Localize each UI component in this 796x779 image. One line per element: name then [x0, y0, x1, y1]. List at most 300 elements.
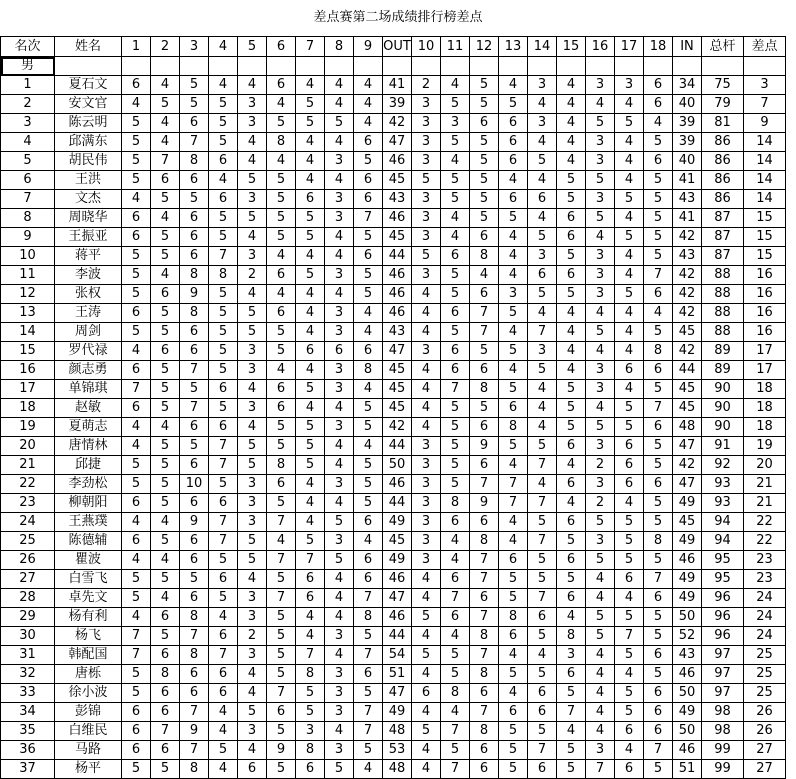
score-cell[interactable]: 6 [470, 513, 499, 532]
score-cell[interactable]: 88 [702, 285, 744, 304]
rank-cell[interactable]: 25 [1, 532, 55, 551]
player-name-cell[interactable]: 王涛 [55, 304, 122, 323]
score-cell[interactable]: 4 [615, 494, 644, 513]
score-cell[interactable]: 23 [744, 570, 786, 589]
score-cell[interactable]: 4 [499, 228, 528, 247]
score-cell[interactable]: 5 [267, 228, 296, 247]
score-cell[interactable]: 47 [383, 133, 412, 152]
score-cell[interactable]: 53 [383, 741, 412, 760]
score-cell[interactable]: 5 [470, 399, 499, 418]
score-cell[interactable]: 4 [325, 399, 354, 418]
score-cell[interactable]: 6 [615, 437, 644, 456]
score-cell[interactable]: 5 [325, 551, 354, 570]
score-cell[interactable]: 7 [122, 646, 151, 665]
score-cell[interactable]: 4 [557, 76, 586, 95]
score-cell[interactable]: 5 [615, 190, 644, 209]
empty-cell[interactable] [499, 57, 528, 76]
score-cell[interactable]: 5 [557, 760, 586, 779]
score-cell[interactable]: 4 [354, 380, 383, 399]
score-cell[interactable]: 7 [354, 589, 383, 608]
player-name-cell[interactable]: 陈德辅 [55, 532, 122, 551]
score-cell[interactable]: 39 [673, 133, 702, 152]
score-cell[interactable]: 6 [470, 418, 499, 437]
score-cell[interactable]: 4 [122, 190, 151, 209]
score-cell[interactable]: 4 [412, 760, 441, 779]
score-cell[interactable]: 4 [586, 646, 615, 665]
score-cell[interactable]: 47 [383, 684, 412, 703]
score-cell[interactable]: 2 [238, 266, 267, 285]
score-cell[interactable]: 27 [744, 741, 786, 760]
score-cell[interactable]: 5 [354, 285, 383, 304]
score-cell[interactable]: 7 [644, 266, 673, 285]
score-cell[interactable]: 6 [180, 209, 209, 228]
score-cell[interactable]: 4 [499, 684, 528, 703]
player-name-cell[interactable]: 白维民 [55, 722, 122, 741]
score-cell[interactable]: 3 [586, 475, 615, 494]
score-cell[interactable]: 7 [441, 380, 470, 399]
rank-cell[interactable]: 37 [1, 760, 55, 779]
score-cell[interactable]: 86 [702, 190, 744, 209]
score-cell[interactable]: 4 [354, 760, 383, 779]
score-cell[interactable]: 6 [180, 684, 209, 703]
score-cell[interactable]: 7 [209, 513, 238, 532]
score-cell[interactable]: 45 [673, 399, 702, 418]
score-cell[interactable]: 98 [702, 703, 744, 722]
score-cell[interactable]: 5 [586, 418, 615, 437]
score-cell[interactable]: 5 [209, 95, 238, 114]
column-header[interactable]: 名次 [1, 37, 55, 57]
score-cell[interactable]: 4 [325, 646, 354, 665]
score-cell[interactable]: 4 [325, 722, 354, 741]
empty-cell[interactable] [122, 57, 151, 76]
score-cell[interactable]: 24 [744, 608, 786, 627]
score-cell[interactable]: 6 [209, 494, 238, 513]
score-cell[interactable]: 6 [557, 551, 586, 570]
score-cell[interactable]: 6 [354, 665, 383, 684]
score-cell[interactable]: 5 [209, 551, 238, 570]
score-cell[interactable]: 7 [470, 570, 499, 589]
score-cell[interactable]: 6 [296, 760, 325, 779]
score-cell[interactable]: 4 [354, 323, 383, 342]
score-cell[interactable]: 5 [441, 456, 470, 475]
score-cell[interactable]: 3 [412, 456, 441, 475]
score-cell[interactable]: 5 [586, 209, 615, 228]
score-cell[interactable]: 7 [267, 513, 296, 532]
score-cell[interactable]: 4 [499, 513, 528, 532]
score-cell[interactable]: 7 [122, 627, 151, 646]
player-name-cell[interactable]: 李波 [55, 266, 122, 285]
score-cell[interactable]: 6 [615, 760, 644, 779]
score-cell[interactable]: 42 [673, 228, 702, 247]
player-name-cell[interactable]: 夏石文 [55, 76, 122, 95]
score-cell[interactable]: 4 [586, 684, 615, 703]
score-cell[interactable]: 4 [238, 133, 267, 152]
score-cell[interactable]: 5 [644, 171, 673, 190]
score-cell[interactable]: 93 [702, 475, 744, 494]
score-cell[interactable]: 4 [412, 361, 441, 380]
score-cell[interactable]: 5 [644, 247, 673, 266]
score-cell[interactable]: 49 [673, 494, 702, 513]
score-cell[interactable]: 6 [470, 228, 499, 247]
score-cell[interactable]: 5 [151, 247, 180, 266]
score-cell[interactable]: 4 [528, 304, 557, 323]
score-cell[interactable]: 14 [744, 171, 786, 190]
rank-cell[interactable]: 23 [1, 494, 55, 513]
score-cell[interactable]: 45 [383, 171, 412, 190]
score-cell[interactable]: 3 [325, 152, 354, 171]
score-cell[interactable]: 8 [267, 456, 296, 475]
score-cell[interactable]: 7 [470, 646, 499, 665]
score-cell[interactable]: 5 [586, 323, 615, 342]
score-cell[interactable]: 8 [180, 304, 209, 323]
player-name-cell[interactable]: 夏萌志 [55, 418, 122, 437]
score-cell[interactable]: 5 [151, 190, 180, 209]
score-cell[interactable]: 5 [441, 133, 470, 152]
score-cell[interactable]: 4 [122, 513, 151, 532]
score-cell[interactable]: 45 [673, 380, 702, 399]
score-cell[interactable]: 7 [151, 722, 180, 741]
score-cell[interactable]: 4 [412, 703, 441, 722]
score-cell[interactable]: 6 [528, 760, 557, 779]
score-cell[interactable]: 6 [470, 285, 499, 304]
score-cell[interactable]: 3 [586, 361, 615, 380]
score-cell[interactable]: 97 [702, 665, 744, 684]
score-cell[interactable]: 3 [296, 722, 325, 741]
empty-cell[interactable] [55, 57, 122, 76]
score-cell[interactable]: 8 [470, 665, 499, 684]
player-name-cell[interactable]: 卓先文 [55, 589, 122, 608]
score-cell[interactable]: 5 [354, 475, 383, 494]
score-cell[interactable]: 4 [615, 342, 644, 361]
score-cell[interactable]: 46 [673, 551, 702, 570]
score-cell[interactable]: 5 [209, 475, 238, 494]
score-cell[interactable]: 6 [644, 361, 673, 380]
score-cell[interactable]: 5 [412, 608, 441, 627]
score-cell[interactable]: 4 [528, 95, 557, 114]
empty-cell[interactable] [470, 57, 499, 76]
score-cell[interactable]: 2 [412, 76, 441, 95]
score-cell[interactable]: 6 [644, 418, 673, 437]
score-cell[interactable]: 7 [499, 475, 528, 494]
score-cell[interactable]: 4 [528, 133, 557, 152]
score-cell[interactable]: 4 [441, 532, 470, 551]
score-cell[interactable]: 3 [586, 266, 615, 285]
score-cell[interactable]: 6 [644, 589, 673, 608]
score-cell[interactable]: 87 [702, 209, 744, 228]
score-cell[interactable]: 4 [470, 266, 499, 285]
score-cell[interactable]: 4 [296, 152, 325, 171]
score-cell[interactable]: 7 [528, 532, 557, 551]
score-cell[interactable]: 3 [412, 190, 441, 209]
score-cell[interactable]: 50 [673, 722, 702, 741]
score-cell[interactable]: 5 [470, 171, 499, 190]
score-cell[interactable]: 5 [615, 684, 644, 703]
score-cell[interactable]: 6 [644, 152, 673, 171]
score-cell[interactable]: 46 [673, 741, 702, 760]
score-cell[interactable]: 5 [470, 209, 499, 228]
score-cell[interactable]: 3 [325, 209, 354, 228]
score-cell[interactable]: 3 [325, 380, 354, 399]
score-cell[interactable]: 5 [122, 323, 151, 342]
score-cell[interactable]: 5 [615, 114, 644, 133]
rank-cell[interactable]: 5 [1, 152, 55, 171]
empty-cell[interactable] [557, 57, 586, 76]
score-cell[interactable]: 5 [151, 475, 180, 494]
score-cell[interactable]: 45 [383, 399, 412, 418]
score-cell[interactable]: 5 [499, 741, 528, 760]
empty-cell[interactable] [180, 57, 209, 76]
score-cell[interactable]: 4 [528, 475, 557, 494]
score-cell[interactable]: 7 [180, 703, 209, 722]
score-cell[interactable]: 8 [296, 665, 325, 684]
empty-cell[interactable] [586, 57, 615, 76]
score-cell[interactable]: 6 [528, 703, 557, 722]
score-cell[interactable]: 5 [354, 228, 383, 247]
rank-cell[interactable]: 30 [1, 627, 55, 646]
rank-cell[interactable]: 3 [1, 114, 55, 133]
score-cell[interactable]: 5 [644, 608, 673, 627]
score-cell[interactable]: 6 [499, 627, 528, 646]
score-cell[interactable]: 6 [209, 684, 238, 703]
score-cell[interactable]: 97 [702, 646, 744, 665]
score-cell[interactable]: 5 [267, 342, 296, 361]
score-cell[interactable]: 47 [673, 437, 702, 456]
score-cell[interactable]: 3 [238, 95, 267, 114]
score-cell[interactable]: 4 [122, 95, 151, 114]
score-cell[interactable]: 4 [238, 684, 267, 703]
score-cell[interactable]: 5 [644, 513, 673, 532]
score-cell[interactable]: 42 [673, 304, 702, 323]
column-header[interactable]: 10 [412, 37, 441, 57]
score-cell[interactable]: 8 [180, 646, 209, 665]
score-cell[interactable]: 5 [470, 190, 499, 209]
score-cell[interactable]: 4 [412, 665, 441, 684]
score-cell[interactable]: 4 [528, 380, 557, 399]
score-cell[interactable]: 5 [238, 551, 267, 570]
score-cell[interactable]: 4 [557, 133, 586, 152]
score-cell[interactable]: 6 [354, 190, 383, 209]
score-cell[interactable]: 5 [122, 456, 151, 475]
score-cell[interactable]: 4 [325, 494, 354, 513]
score-cell[interactable]: 5 [470, 133, 499, 152]
score-cell[interactable]: 5 [441, 95, 470, 114]
score-cell[interactable]: 9 [470, 494, 499, 513]
score-cell[interactable]: 4 [238, 418, 267, 437]
score-cell[interactable]: 8 [644, 532, 673, 551]
score-cell[interactable]: 5 [122, 684, 151, 703]
score-cell[interactable]: 4 [325, 247, 354, 266]
score-cell[interactable]: 4 [586, 570, 615, 589]
score-cell[interactable]: 3 [238, 114, 267, 133]
score-cell[interactable]: 5 [122, 247, 151, 266]
player-name-cell[interactable]: 文杰 [55, 190, 122, 209]
player-name-cell[interactable]: 杨有利 [55, 608, 122, 627]
score-cell[interactable]: 15 [744, 209, 786, 228]
score-cell[interactable]: 4 [325, 228, 354, 247]
score-cell[interactable]: 43 [383, 190, 412, 209]
score-cell[interactable]: 5 [122, 133, 151, 152]
score-cell[interactable]: 6 [180, 418, 209, 437]
score-cell[interactable]: 4 [441, 627, 470, 646]
score-cell[interactable]: 5 [528, 722, 557, 741]
score-cell[interactable]: 5 [267, 114, 296, 133]
rank-cell[interactable]: 21 [1, 456, 55, 475]
score-cell[interactable]: 5 [615, 513, 644, 532]
score-cell[interactable]: 3 [528, 76, 557, 95]
score-cell[interactable]: 25 [744, 665, 786, 684]
score-cell[interactable]: 91 [702, 437, 744, 456]
score-cell[interactable]: 6 [180, 589, 209, 608]
score-cell[interactable]: 6 [122, 304, 151, 323]
score-cell[interactable]: 6 [615, 361, 644, 380]
score-cell[interactable]: 5 [354, 494, 383, 513]
score-cell[interactable]: 25 [744, 646, 786, 665]
score-cell[interactable]: 3 [325, 684, 354, 703]
score-cell[interactable]: 3 [586, 532, 615, 551]
score-cell[interactable]: 3 [412, 342, 441, 361]
score-cell[interactable]: 4 [615, 589, 644, 608]
score-cell[interactable]: 44 [383, 627, 412, 646]
score-cell[interactable]: 96 [702, 608, 744, 627]
score-cell[interactable]: 21 [744, 475, 786, 494]
empty-cell[interactable] [209, 57, 238, 76]
score-cell[interactable]: 7 [180, 741, 209, 760]
score-cell[interactable]: 4 [325, 437, 354, 456]
empty-cell[interactable] [267, 57, 296, 76]
score-cell[interactable]: 49 [383, 551, 412, 570]
score-cell[interactable]: 5 [644, 380, 673, 399]
score-cell[interactable]: 6 [557, 589, 586, 608]
player-name-cell[interactable]: 邱捷 [55, 456, 122, 475]
score-cell[interactable]: 4 [412, 418, 441, 437]
score-cell[interactable]: 40 [673, 95, 702, 114]
score-cell[interactable]: 88 [702, 304, 744, 323]
score-cell[interactable]: 6 [122, 532, 151, 551]
score-cell[interactable]: 6 [180, 665, 209, 684]
score-cell[interactable]: 7 [180, 133, 209, 152]
score-cell[interactable]: 5 [354, 627, 383, 646]
score-cell[interactable]: 3 [325, 627, 354, 646]
score-cell[interactable]: 5 [557, 285, 586, 304]
score-cell[interactable]: 7 [528, 323, 557, 342]
score-cell[interactable]: 14 [744, 152, 786, 171]
score-cell[interactable]: 5 [151, 304, 180, 323]
score-cell[interactable]: 5 [499, 95, 528, 114]
score-cell[interactable]: 5 [296, 266, 325, 285]
rank-cell[interactable]: 12 [1, 285, 55, 304]
score-cell[interactable]: 7 [354, 646, 383, 665]
score-cell[interactable]: 5 [557, 570, 586, 589]
score-cell[interactable]: 98 [702, 722, 744, 741]
score-cell[interactable]: 5 [296, 380, 325, 399]
score-cell[interactable]: 6 [441, 608, 470, 627]
score-cell[interactable]: 6 [151, 608, 180, 627]
score-cell[interactable]: 6 [557, 209, 586, 228]
score-cell[interactable]: 4 [586, 95, 615, 114]
player-name-cell[interactable]: 赵敏 [55, 399, 122, 418]
score-cell[interactable]: 5 [499, 760, 528, 779]
score-cell[interactable]: 4 [238, 285, 267, 304]
score-cell[interactable]: 4 [499, 361, 528, 380]
score-cell[interactable]: 3 [412, 513, 441, 532]
score-cell[interactable]: 5 [151, 494, 180, 513]
score-cell[interactable]: 5 [296, 114, 325, 133]
score-cell[interactable]: 44 [383, 494, 412, 513]
score-cell[interactable]: 4 [586, 665, 615, 684]
score-cell[interactable]: 3 [586, 437, 615, 456]
score-cell[interactable]: 5 [180, 190, 209, 209]
score-cell[interactable]: 5 [586, 551, 615, 570]
column-header[interactable]: 4 [209, 37, 238, 57]
score-cell[interactable]: 41 [383, 76, 412, 95]
column-header[interactable]: 13 [499, 37, 528, 57]
score-cell[interactable]: 6 [267, 399, 296, 418]
score-cell[interactable]: 5 [528, 513, 557, 532]
score-cell[interactable]: 5 [354, 418, 383, 437]
score-cell[interactable]: 4 [325, 95, 354, 114]
score-cell[interactable]: 7 [528, 589, 557, 608]
player-name-cell[interactable]: 瞿波 [55, 551, 122, 570]
score-cell[interactable]: 4 [151, 513, 180, 532]
rank-cell[interactable]: 2 [1, 95, 55, 114]
score-cell[interactable]: 5 [354, 684, 383, 703]
score-cell[interactable]: 6 [644, 95, 673, 114]
score-cell[interactable]: 6 [325, 342, 354, 361]
score-cell[interactable]: 5 [586, 627, 615, 646]
score-cell[interactable]: 6 [296, 570, 325, 589]
score-cell[interactable]: 4 [209, 171, 238, 190]
score-cell[interactable]: 3 [325, 304, 354, 323]
score-cell[interactable]: 8 [209, 266, 238, 285]
score-cell[interactable]: 39 [673, 114, 702, 133]
score-cell[interactable]: 4 [412, 399, 441, 418]
score-cell[interactable]: 3 [325, 418, 354, 437]
score-cell[interactable]: 6 [441, 247, 470, 266]
score-cell[interactable]: 5 [238, 209, 267, 228]
score-cell[interactable]: 4 [296, 475, 325, 494]
score-cell[interactable]: 45 [673, 513, 702, 532]
score-cell[interactable]: 8 [180, 608, 209, 627]
score-cell[interactable]: 5 [296, 209, 325, 228]
score-cell[interactable]: 5 [586, 114, 615, 133]
score-cell[interactable]: 7 [644, 741, 673, 760]
score-cell[interactable]: 5 [267, 209, 296, 228]
player-name-cell[interactable]: 李劲松 [55, 475, 122, 494]
score-cell[interactable]: 8 [470, 532, 499, 551]
score-cell[interactable]: 4 [267, 152, 296, 171]
score-cell[interactable]: 7 [441, 760, 470, 779]
score-cell[interactable]: 4 [325, 456, 354, 475]
score-cell[interactable]: 4 [499, 266, 528, 285]
score-cell[interactable]: 42 [673, 342, 702, 361]
empty-cell[interactable] [325, 57, 354, 76]
score-cell[interactable]: 3 [586, 285, 615, 304]
score-cell[interactable]: 5 [499, 589, 528, 608]
score-cell[interactable]: 6 [180, 323, 209, 342]
score-cell[interactable]: 6 [528, 684, 557, 703]
score-cell[interactable]: 6 [644, 684, 673, 703]
score-cell[interactable]: 5 [151, 380, 180, 399]
score-cell[interactable]: 5 [499, 722, 528, 741]
score-cell[interactable]: 9 [180, 285, 209, 304]
score-cell[interactable]: 4 [499, 323, 528, 342]
score-cell[interactable]: 3 [325, 266, 354, 285]
score-cell[interactable]: 6 [470, 741, 499, 760]
score-cell[interactable]: 16 [744, 304, 786, 323]
score-cell[interactable]: 5 [441, 741, 470, 760]
score-cell[interactable]: 19 [744, 437, 786, 456]
score-cell[interactable]: 5 [441, 418, 470, 437]
